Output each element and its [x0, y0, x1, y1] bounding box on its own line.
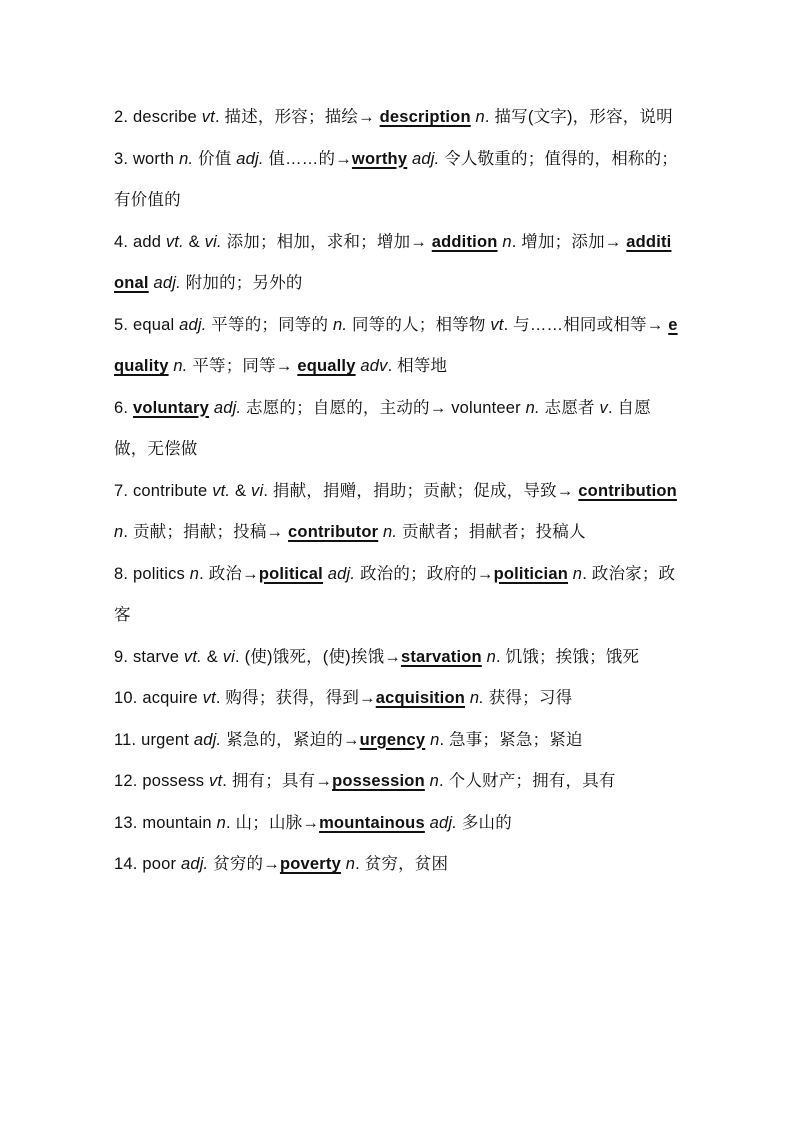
part-of-speech: n [216, 813, 226, 832]
entry-text: . 贡献；捐献；投稿→ [123, 523, 289, 541]
derived-word: description [379, 108, 471, 126]
vocab-entry [114, 803, 680, 845]
entry-text: 12. possess [114, 772, 210, 790]
derived-word: politician [493, 564, 568, 583]
entry-text: . 描述，形容；描绘→ [214, 108, 380, 126]
entry-text: 贫穷的→ [208, 855, 280, 873]
part-of-speech: vt [490, 315, 504, 334]
derived-word: addition [431, 232, 498, 251]
part-of-speech: n. [525, 398, 540, 417]
entry-text: & [230, 481, 252, 500]
derived-word: possession [332, 772, 425, 790]
part-of-speech: adj. [193, 730, 222, 749]
entry-text: . 山；山脉→ [225, 813, 320, 832]
part-of-speech: n. [383, 523, 398, 541]
entry-text: 添加；相加，求和；增加→ [221, 232, 432, 251]
entry-text: 4. add [114, 232, 166, 251]
entry-text: 13. mountain [114, 813, 217, 832]
part-of-speech: adj. [236, 149, 264, 168]
part-of-speech: n. [173, 357, 188, 375]
entry-text: 9. starve [114, 647, 184, 666]
part-of-speech: adj. [429, 813, 458, 832]
part-of-speech: adj. [180, 855, 209, 873]
vocab-entry [114, 139, 680, 222]
vocab-entry [114, 720, 680, 762]
entry-text: . 自愿做，无偿做 [114, 398, 651, 458]
part-of-speech: vi. [204, 232, 222, 251]
vocab-entry [114, 388, 680, 471]
vocab-entry [114, 761, 680, 803]
entry-text: 平等的；同等的 [206, 315, 333, 334]
derived-word: political [258, 564, 323, 583]
entry-text: . 个人财产；拥有，具有 [439, 772, 616, 790]
part-of-speech: n. [179, 149, 194, 168]
vocab-entry [114, 97, 680, 139]
entry-text: . 饥饿；挨饿；饿死 [496, 647, 640, 666]
entry-text: 志愿者 [539, 398, 600, 417]
entry-text: 14. poor [114, 855, 181, 873]
entry-text: . 与……相同或相等→ [503, 315, 669, 334]
entry-text: 附加的；另外的 [180, 274, 303, 292]
derived-word: contributor [288, 523, 379, 541]
part-of-speech: adj. [153, 274, 181, 292]
entry-text: 贡献者；捐献者；投稿人 [397, 523, 586, 541]
part-of-speech: vt [202, 689, 216, 707]
entry-text: 价值 [193, 149, 237, 168]
derived-word: additional [114, 232, 672, 292]
vocab-entry [114, 222, 680, 305]
part-of-speech: n [572, 564, 583, 583]
entry-text: 紧急的，紧迫的→ [221, 730, 360, 749]
derived-word: starvation [400, 647, 482, 666]
part-of-speech: n [429, 772, 440, 790]
vocab-entry [114, 305, 680, 388]
entry-text: . 捐献，捐赠，捐助；贡献；促成，导致→ [263, 481, 579, 500]
part-of-speech: vt. [212, 481, 231, 500]
entry-text: 8. politics [114, 564, 190, 583]
part-of-speech: n [345, 855, 356, 873]
part-of-speech: n [502, 232, 512, 251]
part-of-speech: n [189, 564, 200, 583]
vocab-entry [114, 554, 680, 637]
derived-word: equally [297, 357, 356, 375]
part-of-speech: vi [251, 481, 264, 500]
derived-word: acquisition [375, 689, 466, 707]
entry-text: 志愿的；自愿的，主动的→ volunteer [241, 398, 526, 417]
vocab-entry [114, 844, 680, 886]
entry-text: 同等的人；相等物 [347, 315, 491, 334]
part-of-speech: adj. [213, 398, 242, 417]
part-of-speech: adj. [327, 564, 356, 583]
entry-text: . 相等地 [387, 357, 448, 375]
part-of-speech: v [599, 398, 608, 417]
derived-word: mountainous [319, 813, 425, 832]
vocab-entry [114, 471, 680, 554]
entry-text: . 拥有；具有→ [222, 772, 333, 790]
entry-text: 11. urgent [114, 730, 194, 749]
part-of-speech: vt [201, 108, 215, 126]
entry-text: . 增加；添加→ [511, 232, 627, 251]
entry-text: . 贫穷，贫困 [355, 855, 449, 873]
vocabulary-list [114, 97, 680, 886]
entry-text: 令人敬重的；值得的，相称的；有价值的 [114, 149, 679, 209]
entry-text: & [183, 232, 205, 251]
entry-text: & [201, 647, 223, 666]
part-of-speech: n [114, 523, 124, 541]
vocab-entry [114, 678, 680, 720]
part-of-speech: n. [332, 315, 348, 334]
entry-text: 值……的→ [263, 149, 352, 168]
derived-word: equality [114, 315, 678, 375]
entry-text: 7. contribute [114, 481, 213, 500]
derived-word: urgency [359, 730, 426, 749]
entry-text: . 急事；紧急；紧迫 [439, 730, 583, 749]
part-of-speech: adj. [179, 315, 207, 334]
entry-text: 多山的 [457, 813, 512, 832]
entry-text: 政治的；政府的→ [355, 564, 494, 583]
entry-text: . 政治家；政客 [114, 564, 676, 624]
entry-text: 获得；习得 [484, 689, 573, 707]
entry-text: . (使)饿死，(使)挨饿→ [235, 647, 401, 666]
part-of-speech: adv [360, 357, 388, 375]
entry-text: . 描写(文字)，形容，说明 [484, 108, 673, 126]
part-of-speech: n [475, 108, 485, 126]
entry-text: . 政治→ [199, 564, 259, 583]
entry-text: 5. equal [114, 315, 180, 334]
part-of-speech: n [430, 730, 440, 749]
entry-text: 2. describe [114, 108, 202, 126]
part-of-speech: vt [209, 772, 223, 790]
part-of-speech: vt. [165, 232, 184, 251]
derived-word: worthy [351, 149, 408, 168]
part-of-speech: n. [469, 689, 484, 707]
part-of-speech: vt. [183, 647, 202, 666]
entry-text: 6. [114, 398, 133, 417]
entry-text: 10. acquire [114, 689, 203, 707]
derived-word: poverty [279, 855, 341, 873]
entry-text: 平等；同等→ [187, 357, 298, 375]
derived-word: voluntary [132, 398, 210, 417]
entry-text: . 购得；获得，得到→ [215, 689, 376, 707]
vocab-entry [114, 637, 680, 679]
part-of-speech: adj. [412, 149, 440, 168]
part-of-speech: n [486, 647, 497, 666]
entry-text: 3. worth [114, 149, 180, 168]
derived-word: contribution [578, 481, 677, 500]
part-of-speech: vi [222, 647, 236, 666]
